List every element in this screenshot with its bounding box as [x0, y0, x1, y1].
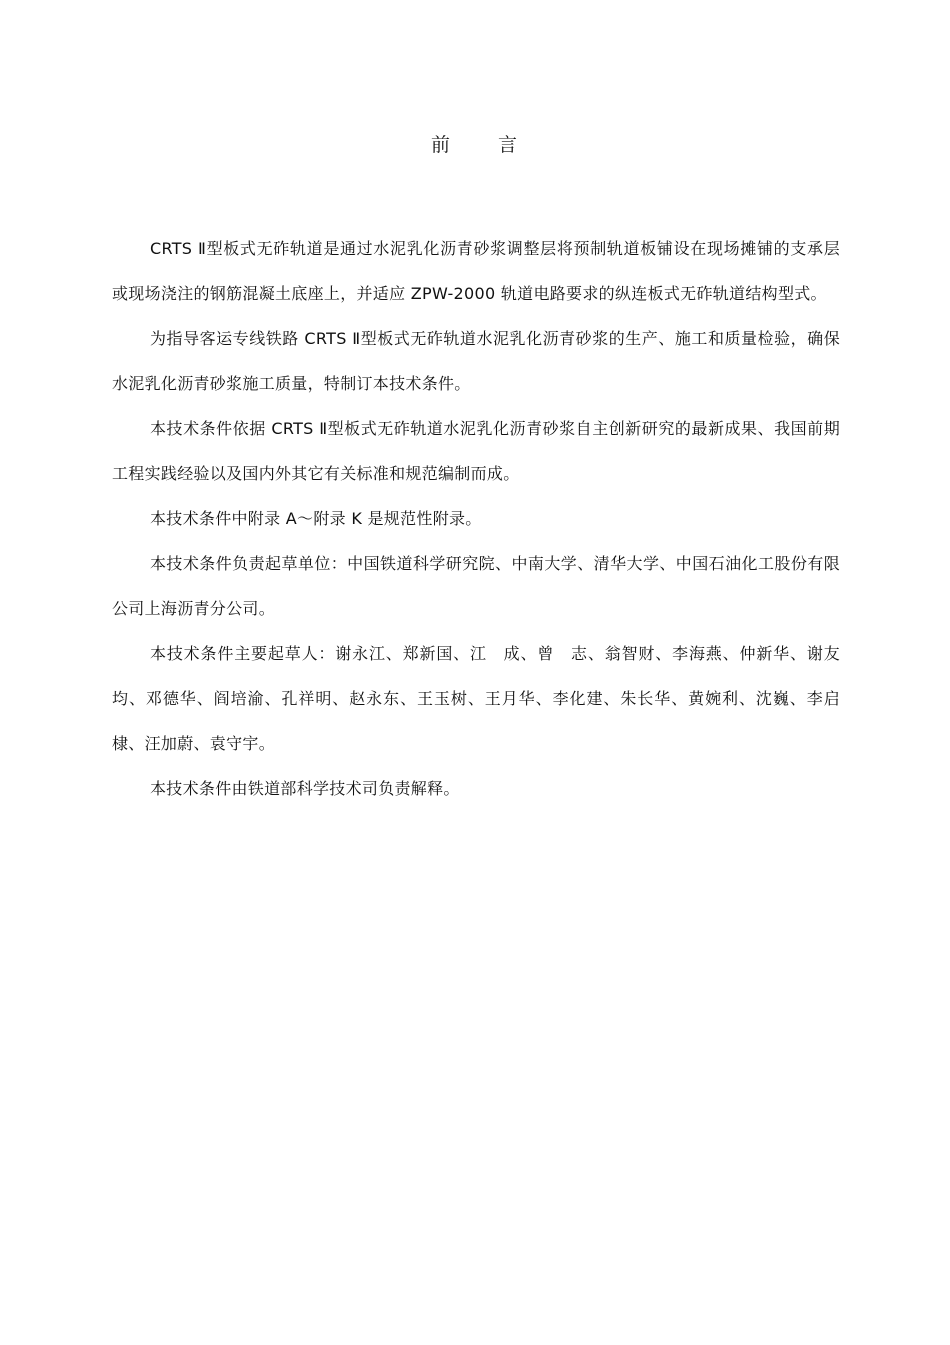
- title-char-1: 前: [430, 134, 452, 156]
- paragraph-interpretation: 本技术条件由铁道部科学技术司负责解释。: [150, 779, 460, 798]
- paragraph-basis: 本技术条件依据 CRTS Ⅱ型板式无砟轨道水泥乳化沥青砂浆自主创新研究的最新成果、我国前期工程实践经验以及国内外其它有关标准和规范编制而成。: [112, 419, 840, 483]
- page-title: [0, 130, 950, 157]
- paragraph-purpose: 为指导客运专线铁路 CRTS Ⅱ型板式无砟轨道水泥乳化沥青砂浆的生产、施工和质量检验，确保水泥乳化沥青砂浆施工质量，特制订本技术条件。: [112, 329, 840, 393]
- paragraph-drafters: 本技术条件主要起草人：谢永江、郑新国、江 成、曾 志、翁智财、李海燕、仲新华、谢友均、邓德华、阎培渝、孔祥明、赵永东、王玉树、王月华、李化建、朱长华、黄婉利、沈巍、李启棣、汪加蔚、袁守宇。: [112, 644, 840, 753]
- paragraph-definition: CRTS Ⅱ型板式无砟轨道是通过水泥乳化沥青砂浆调整层将预制轨道板铺设在现场摊铺的支承层或现场浇注的钢筋混凝土底座上，并适应 ZPW-2000 轨道电路要求的纵连板式无砟轨道结构型式。: [112, 239, 840, 303]
- paragraph-drafting-units: 本技术条件负责起草单位：中国铁道科学研究院、中南大学、清华大学、中国石油化工股份有限公司上海沥青分公司。: [112, 554, 840, 618]
- paragraph-appendix: 本技术条件中附录 A～附录 K 是规范性附录。: [150, 509, 482, 528]
- title-char-2: 言: [498, 134, 520, 156]
- preface-body: [112, 226, 840, 811]
